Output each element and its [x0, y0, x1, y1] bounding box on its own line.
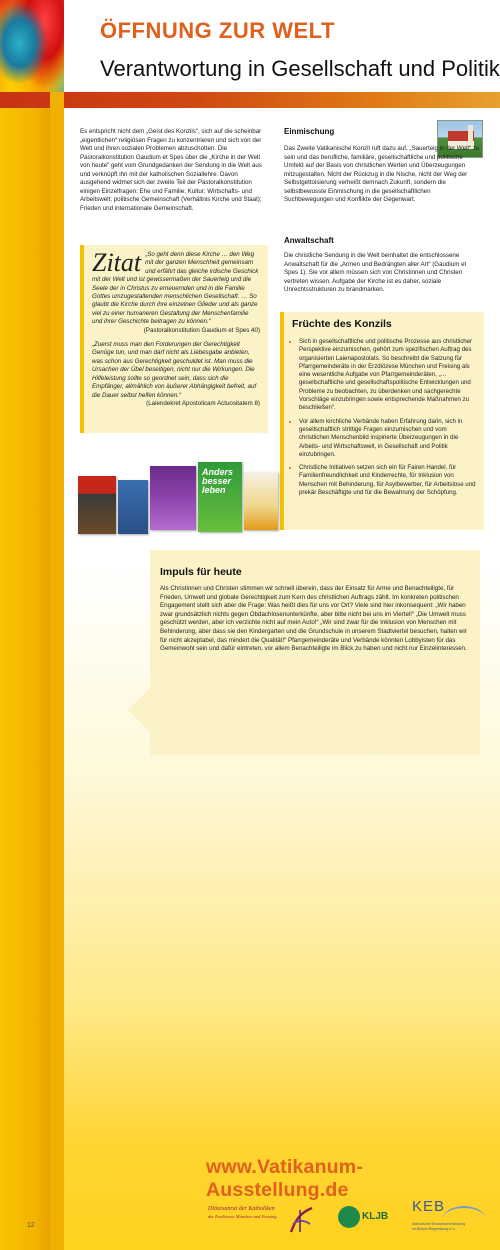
brochure-4-title: Anders besser leben: [202, 467, 234, 495]
website-link[interactable]: www.Vatikanum-Ausstellung.de: [206, 1156, 364, 1201]
page-number: 12: [27, 1222, 35, 1229]
brochure-cover-5: [244, 472, 278, 530]
fruechte-item: • Vor allem kirchliche Verbände haben Erfahrung darin, sich in gesellschaftlich strittige Fragen einzumischen und vom christlichen Menschenbild inspirierte Überzeugungen in die Arbeits- und Wirtschaftswelt, in Gesellschaft und Politik einzubringen.: [299, 418, 476, 459]
kljb-circle-icon: [338, 1206, 360, 1228]
left-color-strip: [0, 0, 50, 1250]
vertical-yellow-bar: [50, 0, 64, 1250]
intro-text: Es entspricht nicht dem „Geist des Konzils“, sich auf die scheinbar „eigentlichen“ religiösen Fragen zu konzentrieren und sich von der Welt und ihren sozialen Problemen abzuschotten. Die Pastoralkonstitution Gaudium et Spes über die „Kirche in der Welt von heute“ geht vom Grundgedanken der Sendung in die Welt aus und verknüpft ihn mit der katholischen Soziallehre. Davon ausgehend widmet sich der zweite Teil der Pastoralkonstitution einigen Einzelfragen: Ehe und Familie; Kultur; Wirtschafts- und Arbeitswelt; politische Gemeinschaft (Verhältnis Kirche und Staat); Frieden und internationale Gemeinschaft.: [80, 128, 262, 212]
brochure-cover-4: [198, 462, 242, 532]
fruechte-item: • Sich in gesellschaftliche und politische Prozesse aus christlicher Perspektive einzumischen, gehört zum spezifischen Auftrag des organisierten Laienapostolats. So beschreibt die Satzung für Pfarrgemeinderäte in der Erzdiözese München und Freising als eine wesentliche Aufgabe von Pfarrgemeinderäten, „… gesellschaftliche und gesellschaftspolitische Entwicklungen und Probleme zu beobachten, zu überdenken und sachgerechte Vorschläge einzubringen sowie entsprechende Maßnahmen zu beschließen“.: [299, 338, 476, 413]
keb-logo-sub1: Katholische Erwachsenenbildung: [412, 1222, 465, 1226]
anwaltschaft-text: Die christliche Sendung in die Welt beinhaltet die entschlossene Anwaltschaft für die „Armen und Bedrängten aller Art“ (Gaudium et Spes 1). Sie vor allem müssen sich von Christinnen und Christen vertreten wissen. Aufgabe der Kirche ist es daher, soziale Unrechtsstrukturen zu brandmarken.: [284, 252, 467, 293]
dioezesanrat-mark-icon: [288, 1204, 314, 1234]
brochure-cover-3: [150, 466, 196, 530]
quote-label: Zitat: [92, 248, 142, 277]
kljb-logo: [338, 1204, 388, 1232]
page-subtitle: Verantwortung in Gesellschaft und Politik: [100, 56, 500, 81]
quote-text-1: „So geht denn diese Kirche … den Weg mit der ganzen Menschheit gemeinsam und erfährt das gleiche irdische Geschick mit der Welt und ist gewissermaßen der Sauerteig und die Seele der in Christus zu erneuernden und in die Familie Gottes umzugestaltenden menschlichen Gesellschaft. … So glaubt die Kirche durch ihre einzelnen Glieder und als ganze viel zu einer humaneren Gestaltung der Menschenfamilie und ihrer Geschichte beitragen zu können.“: [92, 251, 259, 326]
keb-logo-sub2: im Bistum Regensburg e.V.: [412, 1227, 456, 1231]
einmischung-text: Das Zweite Vatikanische Konzil ruft dazu auf, „Sauerteig in der Welt“ zu sein und das berufliche, familiäre, gesellschaftliche und politische Umfeld auf der Basis von christlichen Werten und Überzeugungen mitzugestalten. Nicht der Rückzug in die Nische, nicht der Weg der Selbstgettoisierung verheißt demnach Zukunft, sondern die selbstbewusste Einmischung in die gesellschaftlichen Suchbewegungen und Konflikte der Gegenwart.: [284, 145, 480, 203]
impuls-text: Als Christinnen und Christen stimmen wir schnell überein, dass der Einsatz für Arme und Benachteiligte, für Frieden, Umwelt und globale Gerechtigkeit zum Kern des christlichen Auftrags zählt. Im konkreten politischen Engagement stellt sich aber die Frage: Was heißt dies für uns vor Ort? Viele sind hier inkonsequent: „Wir haben zwar grundsätzlich nichts gegen Obdachlosenunterkünfte, aber bitte nicht bei uns im Viertel!“ „Die Umwelt muss geschützt werden, aber ich verzichte nicht auf mein Auto!“ „Wir sind zwar für die Inklusion von Menschen mit Behinderung, aber dass sie den Kindergarten und die Grundschule in unserem Stadtviertel besuchen, halten wir für nicht akzeptabel, das mindert die Qualität!“ Pfarrgemeinderäte und Verbände könnten Lobbyisten für das Gemeinwohl sein und dafür eintreten, vor allem Benachteiligte im Blick zu haben und nicht nur Einzelinteressen.: [160, 585, 467, 653]
fruechte-box: [280, 312, 484, 530]
quote-source-2: (Laiendekret Apostolicam Actuositatem 8): [146, 399, 260, 407]
church-tower: [468, 125, 473, 143]
header-color-band: [0, 92, 500, 108]
brochure-cover-2: [118, 480, 148, 534]
header-band-bar-overlap: [50, 92, 64, 108]
quote-text-2: „Zuerst muss man den Forderungen der Gerechtigkeit Genüge tun, und man darf nicht als Liebesgabe anbieten, was schon aus Gerechtigkeit geschuldet ist. Man muss die Ursachen der Übel beseitigen, nicht nur die Wirkungen. Die Hilfeleistung sollte so geordnet sein, dass sich die Empfänger, allmählich von äußerer Abhängigkeit befreit, auf die Dauer selbst helfen können.“: [92, 341, 257, 399]
dioezesanrat-logo-line1: Diözesanrat der Katholiken: [208, 1206, 275, 1212]
keb-logo-text: KEB: [412, 1198, 446, 1215]
quote-box: [80, 245, 268, 433]
brochure-cover-1: [78, 476, 116, 534]
fruechte-heading: Früchte des Konzils: [292, 318, 392, 330]
impuls-heading: Impuls für heute: [160, 566, 242, 578]
quote-source-1: (Pastoralkonstitution Gaudium et Spes 40): [143, 326, 260, 334]
einmischung-heading: Einmischung: [284, 127, 335, 136]
fruechte-list: [292, 338, 476, 497]
keb-logo: [408, 1196, 488, 1240]
brochure-collage: [78, 462, 278, 544]
anwaltschaft-heading: Anwaltschaft: [284, 236, 334, 245]
dioezesanrat-logo-line2: der Erzdiözese München und Freising: [208, 1214, 277, 1219]
dioezesanrat-logo: [208, 1202, 318, 1238]
fruechte-item: • Christliche Initiativen setzen sich ein für Fairen Handel, für Familienfreundlichkeit und Kinderrechte, für Inklusion von Menschen mit Behinderung, für Asylbewerber, für Arbeitslose und prekär Beschäftigte und für die Bewahrung der Schöpfung.: [299, 464, 476, 497]
kljb-logo-text: KLJB: [362, 1211, 389, 1222]
page-title: ÖFFNUNG ZUR WELT: [100, 18, 335, 43]
